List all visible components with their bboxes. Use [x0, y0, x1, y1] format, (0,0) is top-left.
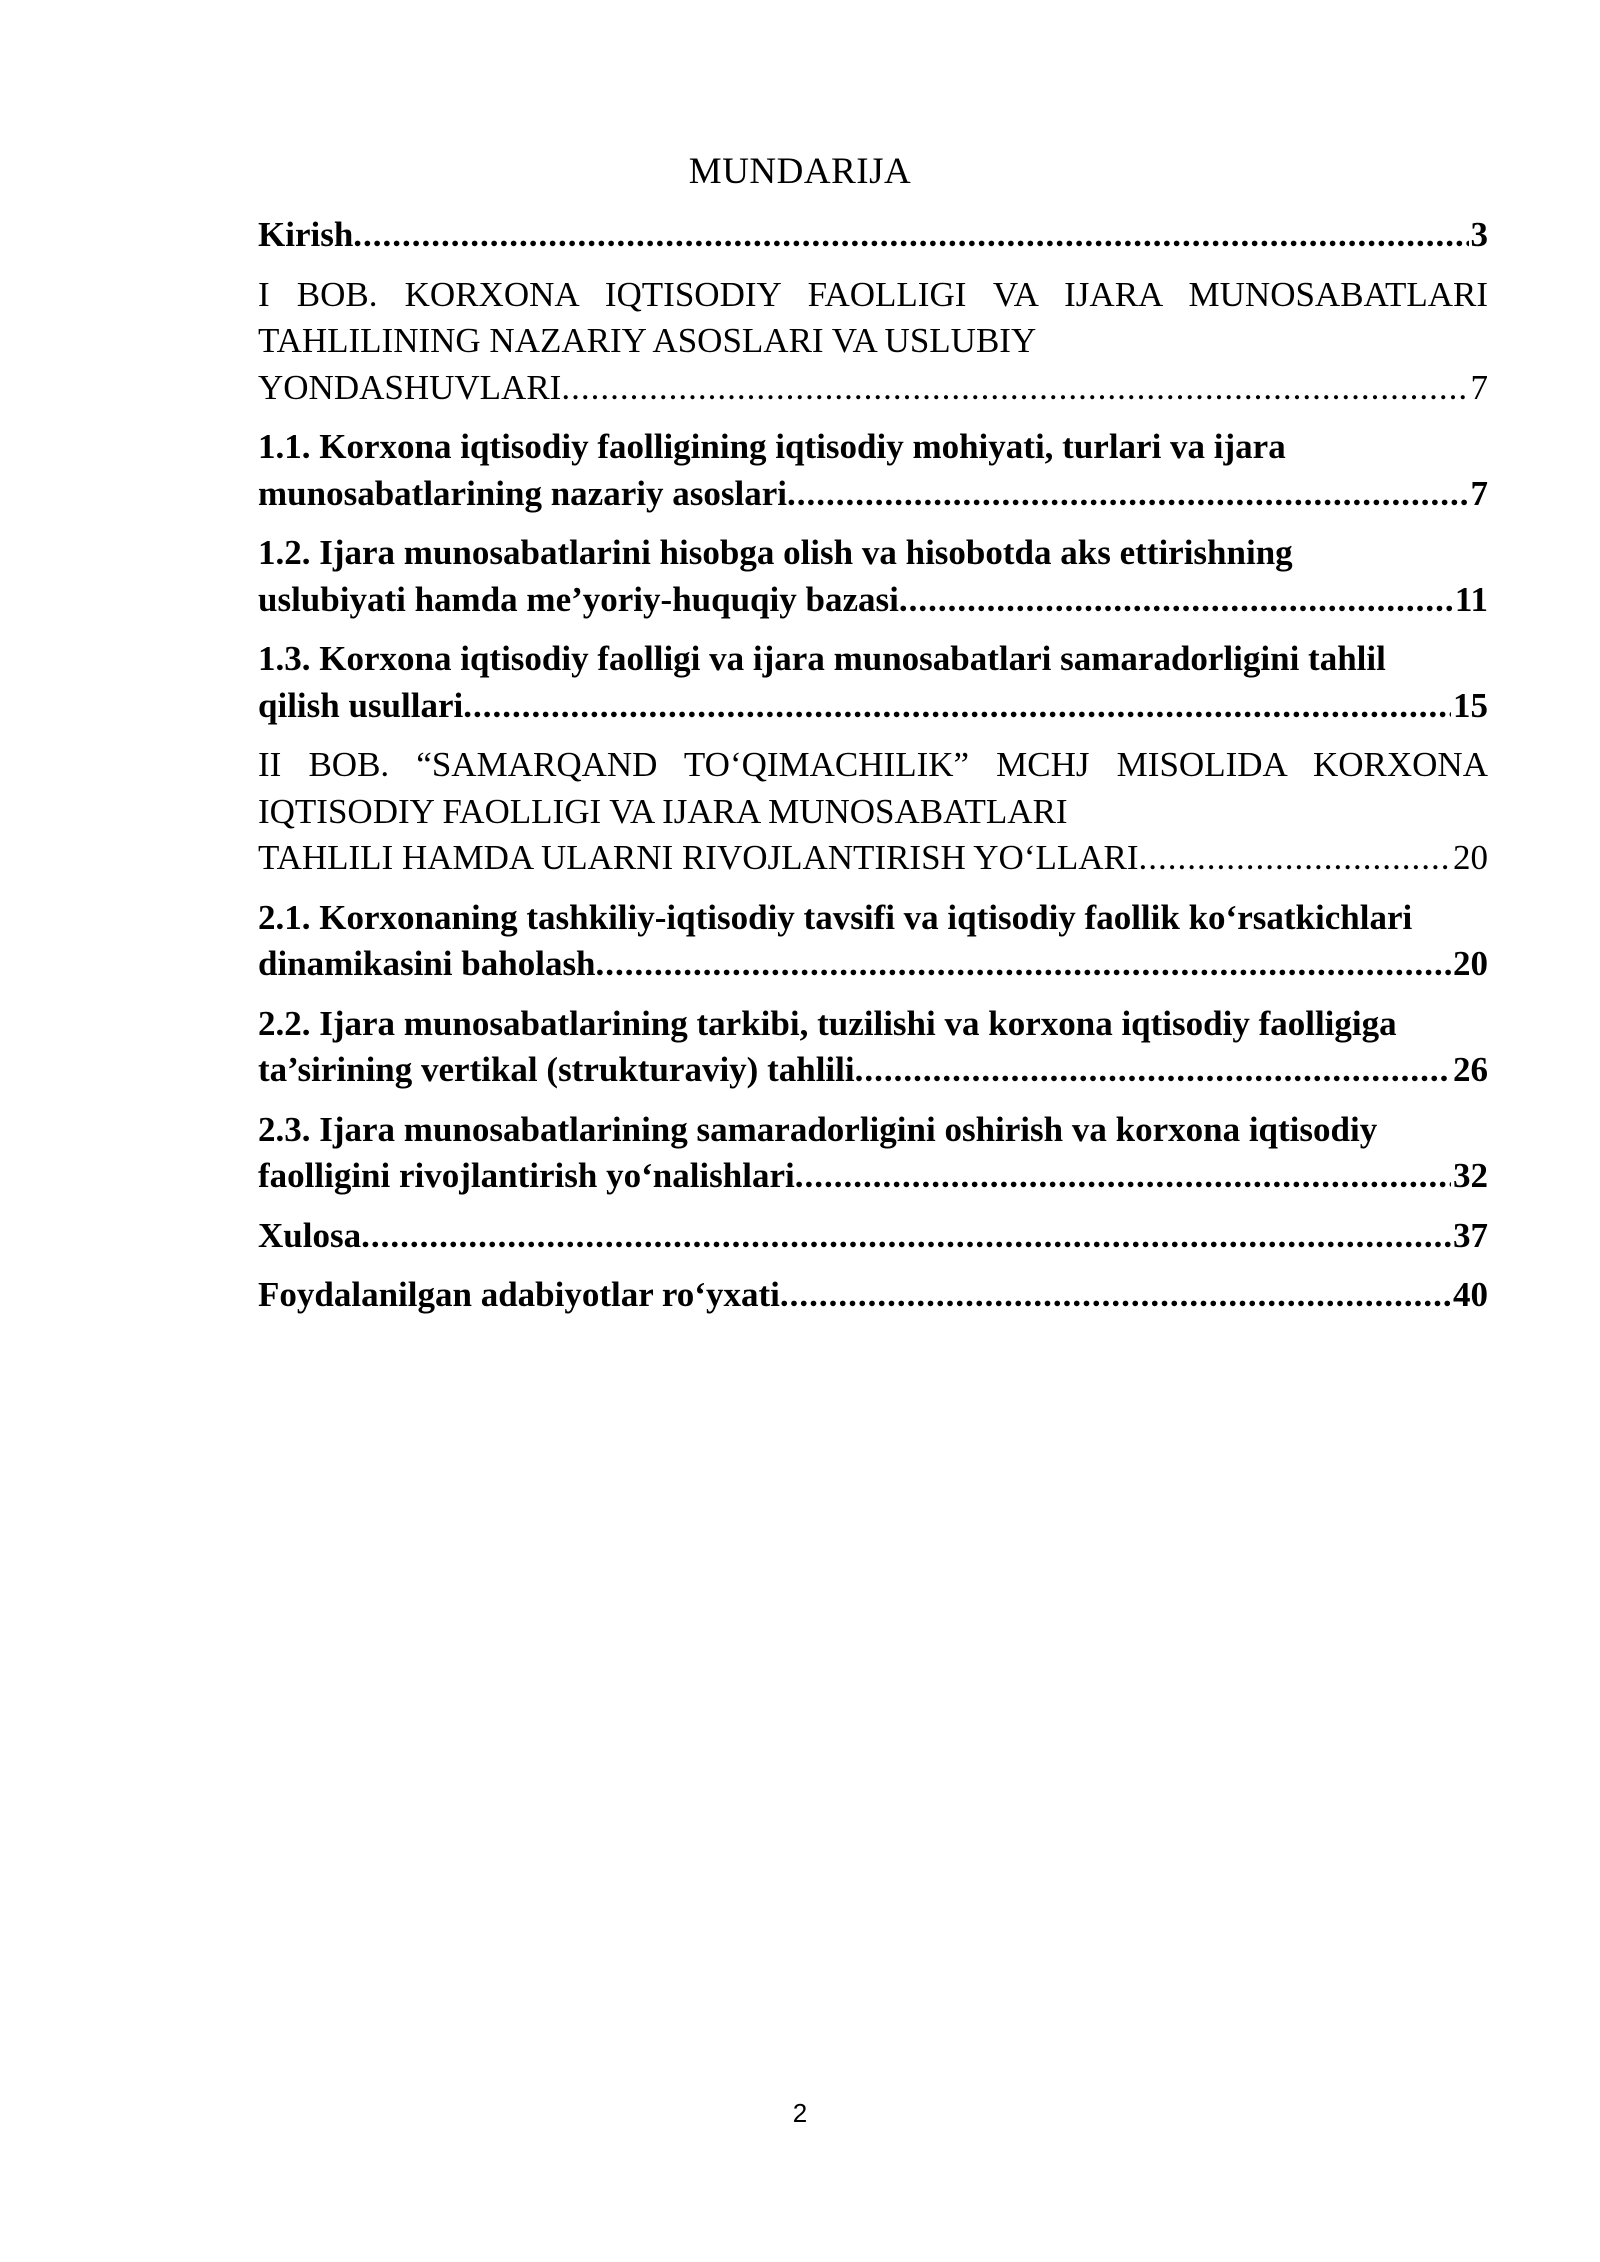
toc-page-number: 7	[1470, 473, 1488, 513]
dot-leader	[596, 941, 1451, 988]
toc-entry-last-line	[258, 941, 1488, 988]
toc-entry-last-line	[258, 683, 1488, 730]
toc-entry-section-1-2[interactable]	[258, 530, 1488, 623]
toc-page-number: 7	[1470, 367, 1488, 407]
toc-entry-text: dinamikasini baholash	[258, 944, 596, 983]
toc-entry-text: II BOB. “SAMARQAND TO‘QIMACHILIK” MCHJ MISOLIDA KORXONA IQTISODIY FAOLLIGI VA IJARA MUNOSABATLARI	[258, 745, 1488, 831]
toc-entry-text: 2.3. Ijara munosabatlarining samaradorligini oshirish va korxona iqtisodiy	[258, 1109, 1378, 1149]
toc-page-number: 32	[1453, 1156, 1488, 1195]
toc-page-number: 40	[1453, 1275, 1488, 1314]
toc-entry-last-line	[258, 212, 1488, 259]
dot-leader	[855, 1047, 1451, 1094]
toc-entry-introduction[interactable]	[258, 212, 1488, 259]
dot-leader	[463, 683, 1451, 730]
toc-entry-last-line	[258, 1153, 1488, 1200]
dot-leader	[1139, 835, 1451, 882]
toc-entry-text: Foydalanilgan adabiyotlar ro‘yxati	[258, 1275, 780, 1314]
toc-entry-last-line	[258, 835, 1488, 882]
toc-entry-last-line	[258, 471, 1488, 518]
dot-leader	[787, 471, 1469, 518]
toc-entry-text: 1.1. Korxona iqtisodiy faolligining iqtisodiy mohiyati, turlari va ijara	[258, 427, 1286, 466]
toc-entry-text: 2.1. Korxonaning tashkiliy-iqtisodiy tavsifi va iqtisodiy faollik ko‘rsatkichlari	[258, 897, 1413, 937]
toc-page-number: 26	[1453, 1050, 1488, 1089]
toc-page-number: 20	[1453, 838, 1488, 877]
toc-entry-text: 2.2. Ijara munosabatlarining tarkibi, tuzilishi va korxona iqtisodiy faolligiga	[258, 1003, 1397, 1043]
page-number-footer: 2	[792, 2098, 808, 2128]
toc-page-number: 15	[1453, 685, 1488, 725]
dot-leader	[561, 365, 1468, 412]
toc-entry-chapter-2[interactable]	[258, 742, 1488, 882]
toc-page-number: 3	[1470, 215, 1488, 254]
dot-leader	[353, 212, 1468, 259]
toc-entry-conclusion[interactable]	[258, 1213, 1488, 1260]
toc-entry-last-line	[258, 365, 1488, 412]
toc-entry-last-line	[258, 1213, 1488, 1260]
dot-leader	[780, 1272, 1451, 1319]
toc-entry-references[interactable]	[258, 1272, 1488, 1319]
toc-entry-text: munosabatlarining nazariy asoslari	[258, 473, 787, 513]
toc-entry-text: qilish usullari	[258, 685, 464, 725]
dot-leader	[361, 1213, 1451, 1260]
toc-entry-text: ta’sirining vertikal (strukturaviy) tahlili	[258, 1050, 855, 1089]
toc-entry-text: I BOB. KORXONA IQTISODIY FAOLLIGI VA IJARA MUNOSABATLARI TAHLILINING NAZARIY ASOSLARI VA USLUBIY	[258, 274, 1488, 360]
toc-entry-section-2-1[interactable]	[258, 895, 1488, 988]
toc-entry-text: 1.2. Ijara munosabatlarini hisobga olish va hisobotda aks ettirishning	[258, 533, 1293, 572]
toc-page-number: 20	[1453, 944, 1488, 983]
toc-entry-chapter-1[interactable]	[258, 272, 1488, 412]
toc-entry-text: TAHLILI HAMDA ULARNI RIVOJLANTIRISH YO‘LLARI	[258, 838, 1139, 877]
toc-title: MUNDARIJA	[688, 151, 912, 192]
dot-leader	[899, 577, 1453, 624]
toc-entry-text: faolligini rivojlantirish yo‘nalishlari	[258, 1156, 795, 1195]
toc-entry-last-line	[258, 577, 1488, 624]
toc-entry-text: Xulosa	[258, 1215, 362, 1255]
toc-entry-text: uslubiyati hamda me’yoriy-huquqiy bazasi	[258, 579, 899, 619]
toc-entry-section-2-3[interactable]	[258, 1107, 1488, 1200]
toc-entry-last-line	[258, 1272, 1488, 1319]
toc-entry-text: Kirish	[258, 215, 354, 254]
toc-entry-section-2-2[interactable]	[258, 1001, 1488, 1094]
table-of-contents	[258, 212, 1488, 1332]
dot-leader	[795, 1153, 1451, 1200]
toc-entry-section-1-3[interactable]	[258, 636, 1488, 729]
toc-entry-section-1-1[interactable]	[258, 424, 1488, 517]
toc-page-number: 11	[1454, 579, 1488, 619]
toc-page-number: 37	[1453, 1215, 1488, 1255]
toc-entry-last-line	[258, 1047, 1488, 1094]
toc-entry-text: 1.3. Korxona iqtisodiy faolligi va ijara munosabatlari samaradorligini tahlil	[258, 639, 1386, 678]
toc-entry-text: YONDASHUVLARI	[258, 367, 562, 407]
